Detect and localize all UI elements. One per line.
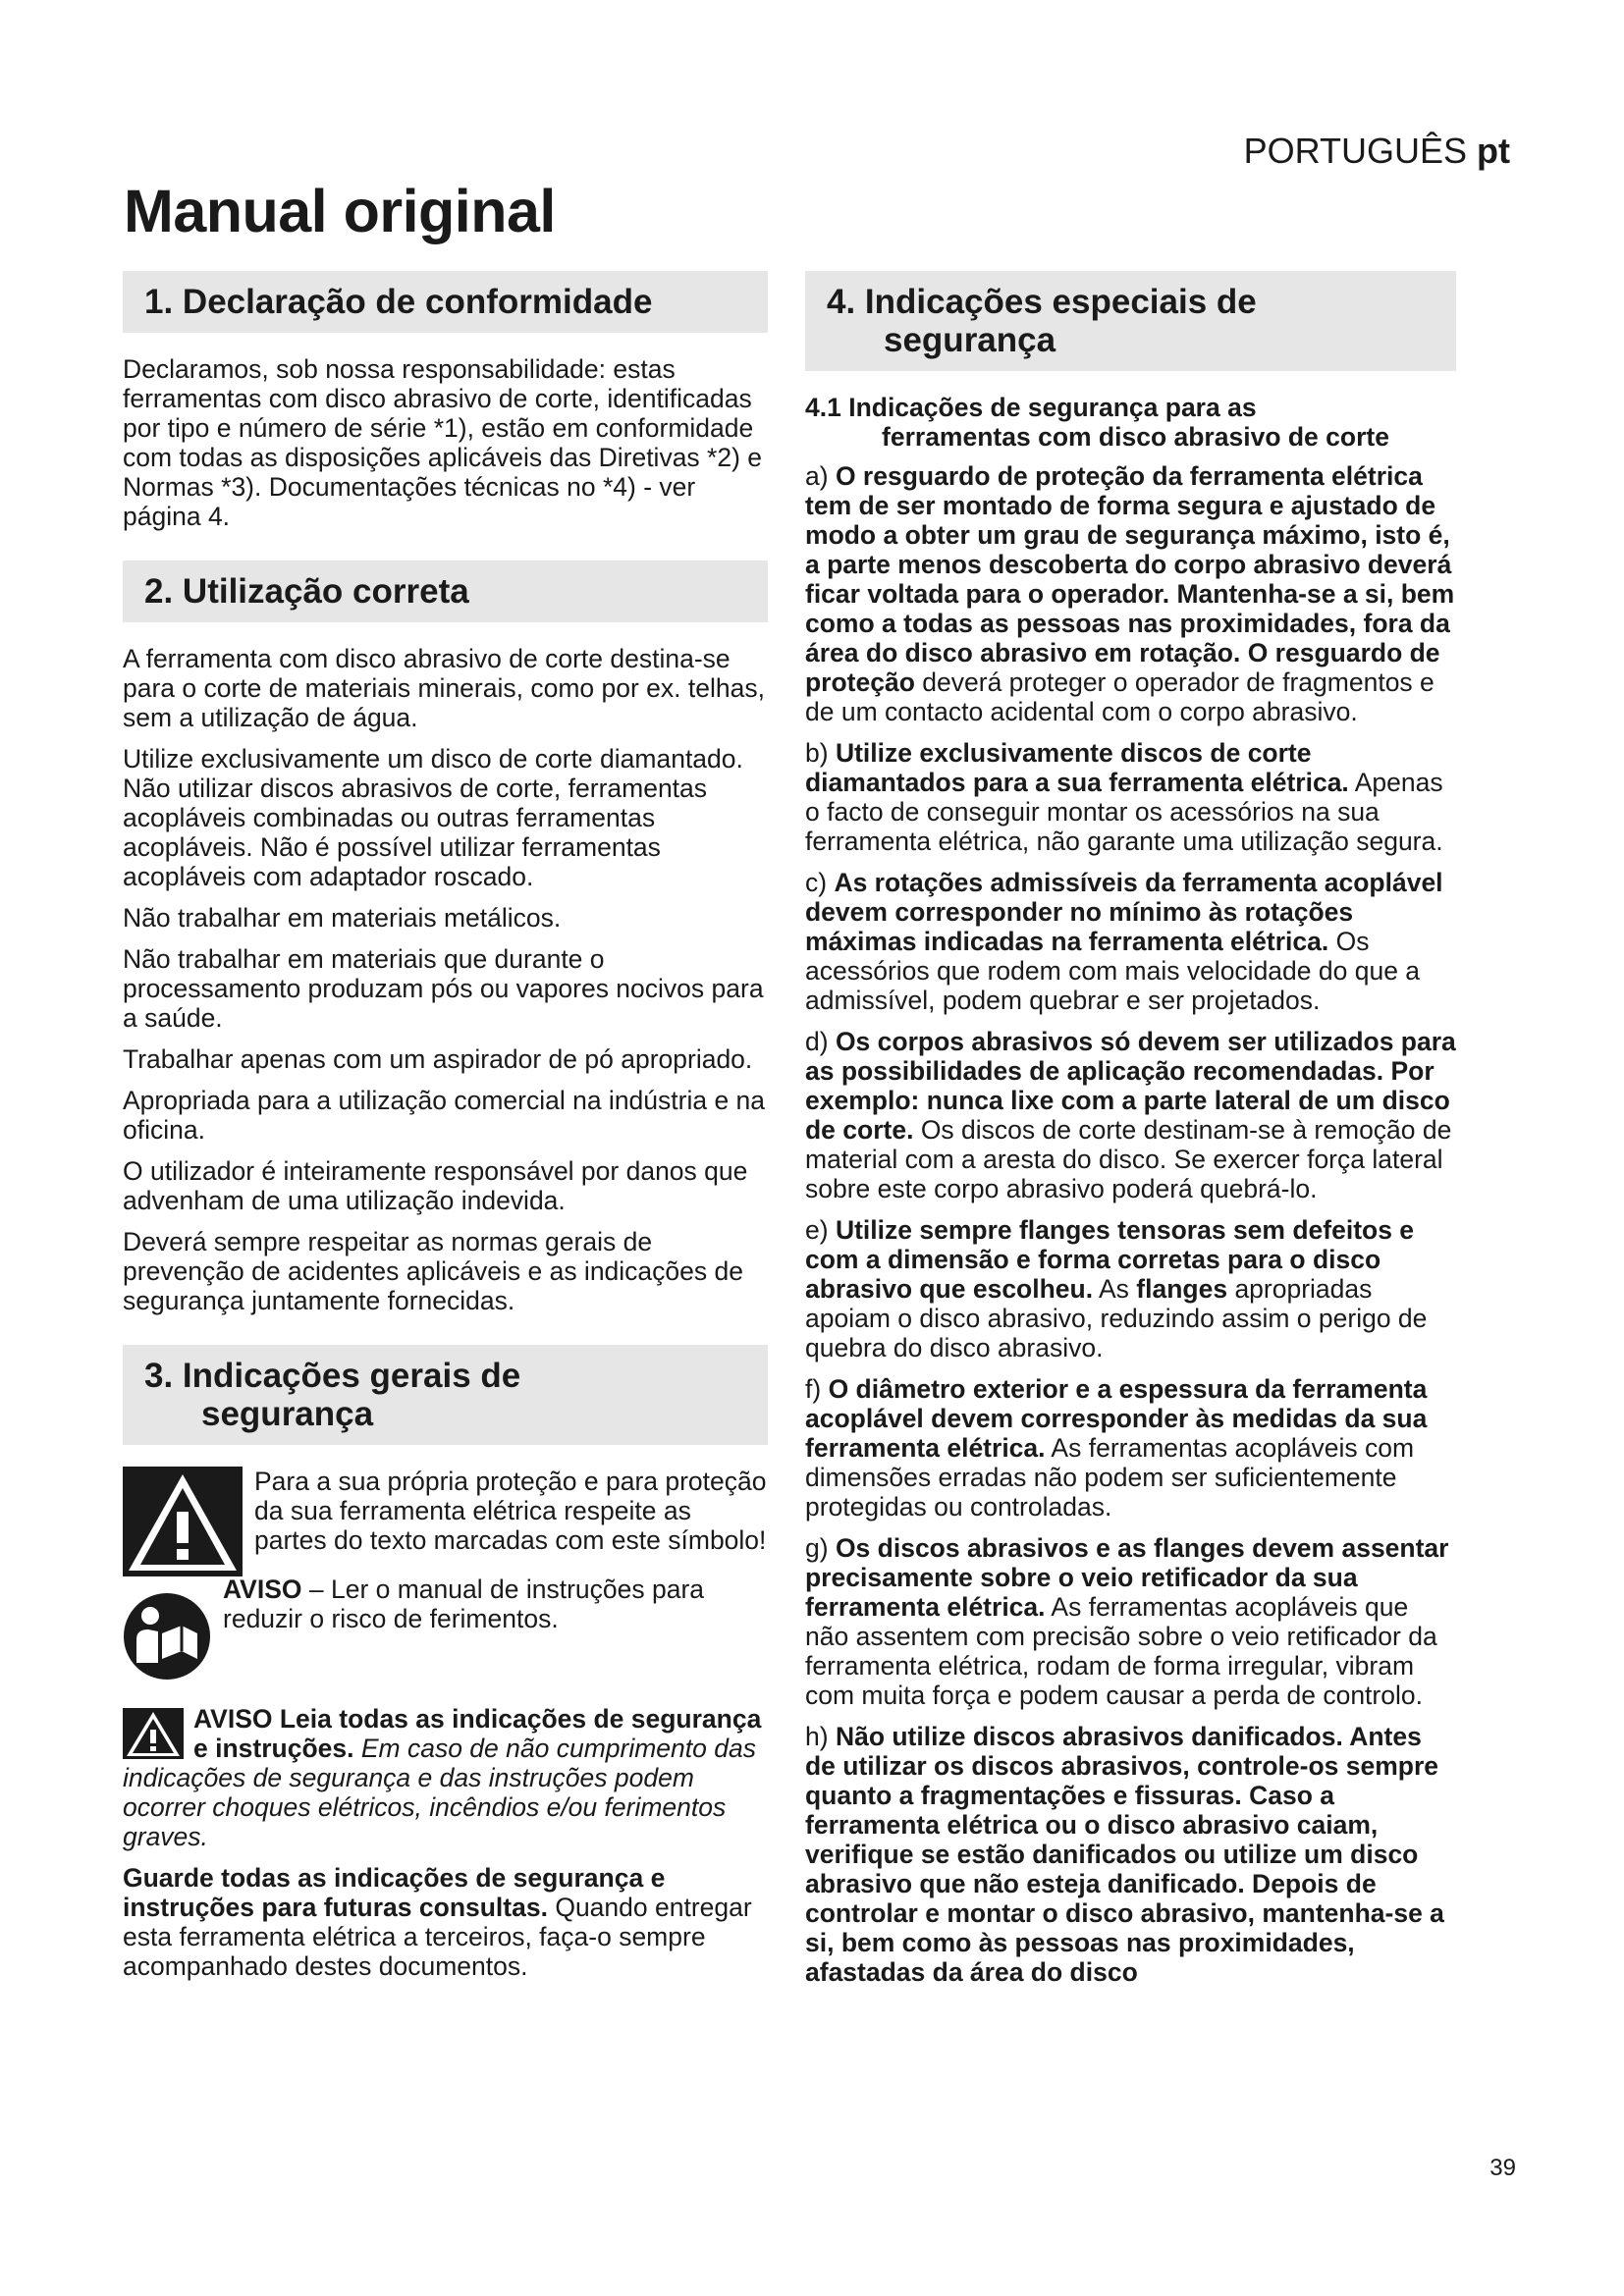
section-2-paragraph: Deverá sempre respeitar as normas gerais de prevenção de acidentes aplicáveis e as indicações de segurança juntamente fornecidas.	[123, 1227, 743, 1315]
item-h: h) Não utilize discos abrasivos danificados. Antes de utilizar os discos abrasivos, controle-os sempre quanto a fragmentações e fissuras. Caso a ferramenta elétrica ou o disco abrasivo caiam, verifique se estão danificados ou utilize um disco abrasivo que não esteja danificado. Depois de controlar e montar o disco abrasivo, mantenha-se a si, bem como às pessoas nas proximidades, afastadas da área do disco	[805, 1722, 1444, 1987]
right-column	[805, 271, 1456, 1999]
section-1-text: Declaramos, sob nossa responsabilidade: estas ferramentas com disco abrasivo de corte, identificadas por tipo e número de série *1), estão em conformidade com todas as disposições aplicáveis das Diretivas *2) e Normas *3). Documentações técnicas no *4) - ver página 4.	[123, 354, 763, 531]
symbol-note-text: Para a sua própria proteção e para proteção da sua ferramenta elétrica respeite as partes do texto marcadas com este símbolo!	[254, 1467, 767, 1555]
page-number: 39	[1489, 2155, 1516, 2181]
warning-triangle-small-icon	[123, 1708, 184, 1759]
section-3-heading: 3. Indicações gerais de segurança	[123, 1345, 768, 1445]
language-label: PORTUGUÊS pt	[1243, 131, 1510, 171]
subsection-4-1-heading: 4.1 Indicações de segurança para as ferramentas com disco abrasivo de corte	[805, 393, 1389, 452]
section-2-heading: 2. Utilização correta	[123, 561, 768, 622]
item-e: e) Utilize sempre flanges tensoras sem defeitos e com a dimensão e forma corretas para o disco abrasivo que escolheu. As flanges apropriadas apoiam o disco abrasivo, reduzindo assim o perigo de quebra do disco abrasivo.	[805, 1215, 1428, 1362]
page-title: Manual original	[124, 178, 556, 244]
section-2-paragraph: Apropriada para a utilização comercial na indústria e na oficina.	[123, 1086, 766, 1145]
section-1-heading: 1. Declaração de conformidade	[123, 271, 768, 333]
read-manual-icon	[123, 1592, 211, 1681]
aviso-read-paragraph: AVISO Leia todas as indicações de segurança e instruções. Em caso de não cumprimento das indicações de segurança e das instruções podem ocorrer choques elétricos, incêndios e/ou ferimentos graves.	[123, 1704, 762, 1851]
item-g: g) Os discos abrasivos e as flanges devem assentar precisamente sobre o veio retificador da sua ferramenta elétrica. As ferramentas acopláveis que não assentem com precisão sobre o veio retificador da ferramenta elétrica, rodam de forma irregular, vibram com muita força e podem causar a perda de controlo.	[805, 1533, 1449, 1710]
item-b: b) Utilize exclusivamente discos de corte diamantados para a sua ferramenta elétrica. Apenas o facto de conseguir montar os acessórios na sua ferramenta elétrica, não garante uma utilização segura.	[805, 738, 1443, 856]
aviso-manual-text: AVISO – Ler o manual de instruções para reduzir o risco de ferimentos.	[223, 1575, 705, 1633]
item-a: a) O resguardo de proteção da ferramenta elétrica tem de ser montado de forma segura e ajustado de modo a obter um grau de segurança máximo, isto é, a parte menos descoberta do corpo abrasivo deverá ficar voltada para o operador. Mantenha-se a si, bem como a todas as pessoas nas proximidades, fora da área do disco abrasivo em rotação. O resguardo de proteção deverá proteger o operador de fragmentos e de um contacto acidental com o corpo abrasivo.	[805, 461, 1455, 726]
section-2-paragraph: Não trabalhar em materiais que durante o processamento produzam pós ou vapores nocivos para a saúde.	[123, 944, 764, 1033]
section-2-paragraph: Trabalhar apenas com um aspirador de pó apropriado.	[123, 1044, 753, 1074]
section-4-heading: 4. Indicações especiais de segurança	[805, 271, 1456, 371]
item-c: c) As rotações admissíveis da ferramenta acoplável devem corresponder no mínimo às rotações máximas indicadas na ferramenta elétrica. Os acessórios que rodem com mais velocidade do que a admissível, podem quebrar e ser projetados.	[805, 868, 1443, 1015]
section-2-paragraph: Não trabalhar em materiais metálicos.	[123, 903, 562, 933]
section-2-paragraph: O utilizador é inteiramente responsável por danos que advenham de uma utilização indevida.	[123, 1156, 748, 1215]
item-d: d) Os corpos abrasivos só devem ser utilizados para as possibilidades de aplicação recomendadas. Por exemplo: nunca lixe com a parte lateral de um disco de corte. Os discos de corte destinam-se à remoção de material com a aresta do disco. Se exercer força lateral sobre este corpo abrasivo poderá quebrá-lo.	[805, 1027, 1456, 1203]
warning-triangle-icon	[123, 1467, 243, 1576]
left-column	[123, 271, 768, 1993]
section-2-paragraph: A ferramenta com disco abrasivo de corte destina-se para o corte de materiais minerais, como por ex. telhas, sem a utilização de água.	[123, 644, 765, 732]
keep-instructions-paragraph: Guarde todas as indicações de segurança e instruções para futuras consultas. Quando entregar esta ferramenta elétrica a terceiros, faça-o sempre acompanhado destes documentos.	[123, 1863, 752, 1981]
item-f: f) O diâmetro exterior e a espessura da ferramenta acoplável devem corresponder às medidas da sua ferramenta elétrica. As ferramentas acopláveis com dimensões erradas não podem ser suficientemente protegidas ou controladas.	[805, 1374, 1428, 1522]
section-2-paragraph: Utilize exclusivamente um disco de corte diamantado. Não utilizar discos abrasivos de corte, ferramentas acopláveis combinadas ou outras ferramentas acopláveis. Não é possível utilizar ferramentas acopláveis com adaptador roscado.	[123, 744, 743, 891]
aviso-manual	[123, 1575, 768, 1681]
symbol-note	[123, 1467, 768, 1576]
